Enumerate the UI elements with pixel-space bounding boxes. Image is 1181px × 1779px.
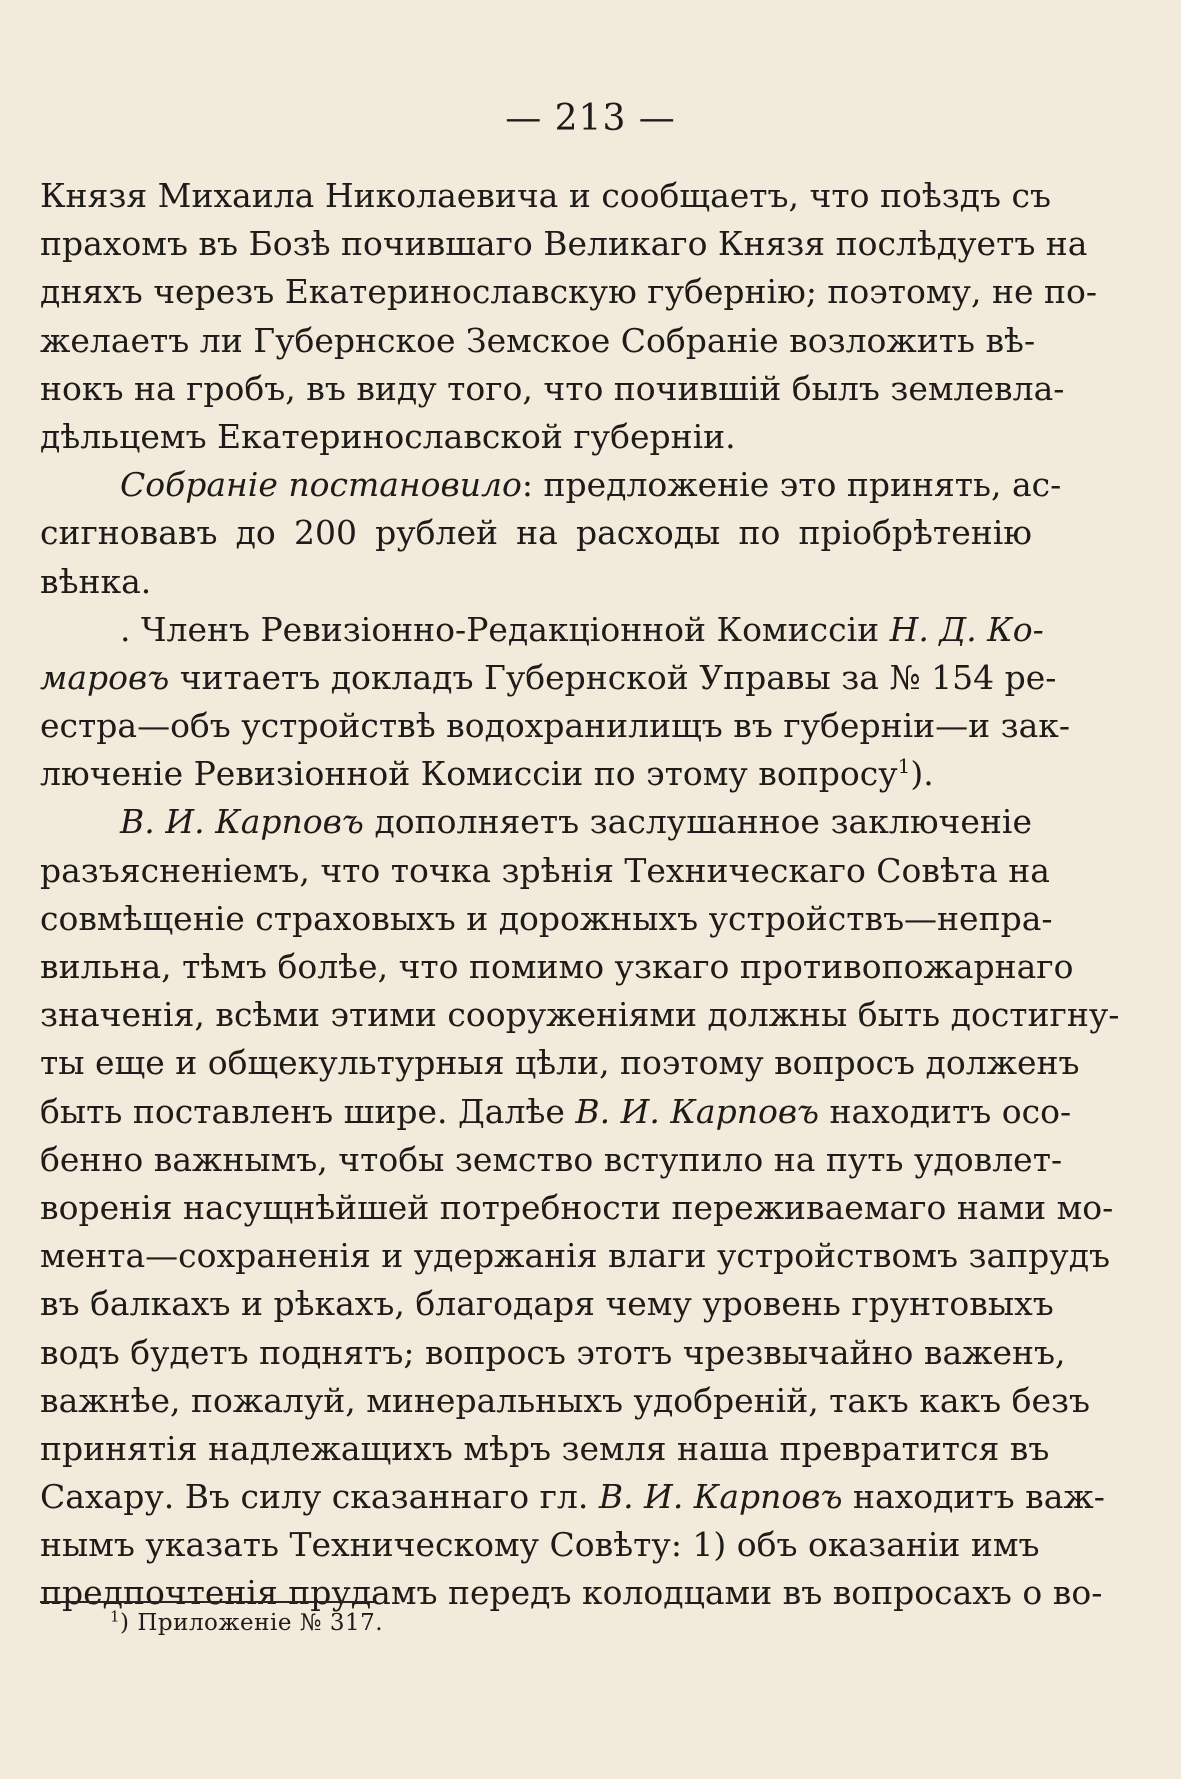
text-line-content <box>120 606 1044 654</box>
text-line-content <box>40 895 1053 943</box>
italic-name: Н. Д. Ко- <box>889 609 1044 649</box>
text-segment: нымъ указать Техническому Совѣту: 1) объ оказаніи имъ <box>40 1525 1040 1565</box>
text-segment: прахомъ въ Бозѣ почившаго Великаго Князя послѣдуетъ на <box>40 224 1088 264</box>
text-line-content <box>40 1232 1111 1280</box>
text-line <box>40 895 1053 943</box>
body-text <box>40 172 1120 1618</box>
text-line-content <box>40 991 1120 1039</box>
text-line <box>40 1425 1050 1473</box>
footnote-text: ) Приложеніе № 317. <box>120 1610 384 1636</box>
text-segment: разъясненіемъ, что точка зрѣнія Техническаго Совѣта на <box>40 850 1050 890</box>
italic-name: В. И. Карповъ <box>598 1477 843 1517</box>
text-segment: люченіе Ревизіонной Комиссіи по этому вопросу <box>40 754 898 794</box>
text-line-content <box>40 1377 1091 1425</box>
italic-name: В. И. Карповъ <box>120 802 364 842</box>
text-line-content <box>120 798 1032 846</box>
text-line <box>40 317 1036 365</box>
text-line <box>40 1377 1091 1425</box>
text-segment: воренія насущнѣйшей потребности переживаемаго нами мо- <box>40 1187 1114 1227</box>
text-line <box>40 413 1032 461</box>
footnote-divider <box>40 1601 375 1603</box>
text-line-content <box>40 413 1032 461</box>
text-line-content <box>40 172 1051 220</box>
text-line-content <box>40 750 1032 798</box>
text-line-content <box>40 943 1074 991</box>
footnote-ref: 1 <box>897 754 911 779</box>
text-line-content <box>40 847 1050 895</box>
text-line-content <box>40 220 1088 268</box>
text-line <box>40 750 1032 798</box>
text-segment: принятія надлежащихъ мѣръ земля наша превратится въ <box>40 1428 1050 1468</box>
text-line <box>40 654 1057 702</box>
text-segment: дополняетъ заслушанное заключеніе <box>363 802 1032 842</box>
text-segment: вильна, тѣмъ болѣе, что помимо узкаго противопожарнаго <box>40 947 1074 986</box>
text-segment: дняхъ черезъ Екатеринославскую губернію; поэтому, не по- <box>40 272 1097 312</box>
text-line <box>40 220 1088 268</box>
text-line-content <box>40 1184 1114 1232</box>
text-line <box>40 847 1050 895</box>
text-segment: водъ будетъ поднятъ; вопросъ этотъ чрезвычайно важенъ, <box>40 1332 1066 1372</box>
text-line-content <box>120 461 1062 509</box>
text-line <box>40 1232 1111 1280</box>
italic-name: маровъ <box>40 657 170 697</box>
text-segment: дѣльцемъ Екатеринославской губерніи. <box>40 416 736 456</box>
text-line <box>40 509 1032 557</box>
text-line-content <box>40 1473 1105 1521</box>
text-line <box>40 1088 1072 1136</box>
text-line-content <box>40 1425 1050 1473</box>
text-segment: вѣнка. <box>40 561 152 601</box>
text-segment: : предложеніе это принять, ас- <box>521 465 1062 505</box>
text-line <box>40 268 1097 316</box>
text-line <box>40 798 1032 846</box>
text-line-content <box>40 1280 1054 1328</box>
text-segment: находитъ важ- <box>842 1477 1105 1517</box>
text-line-content <box>40 1329 1066 1377</box>
text-line <box>40 1473 1105 1521</box>
text-line <box>40 1329 1066 1377</box>
text-line <box>40 461 1062 509</box>
text-segment: естра—объ устройствѣ водохранилищъ въ губерніи—и зак- <box>40 706 1071 746</box>
text-line <box>40 1136 1063 1184</box>
text-segment: предпочтенія прудамъ передъ колодцами въ вопросахъ о во- <box>40 1573 1103 1613</box>
text-segment: значенія, всѣми этими сооруженіями должны быть достигну- <box>40 995 1120 1035</box>
text-segment: бенно важнымъ, чтобы земство вступило на путь удовлет- <box>40 1139 1063 1179</box>
text-segment: сигновавъ до 200 рублей на расходы по пріобрѣтенію <box>40 513 1032 553</box>
footnote-marker: 1 <box>110 1607 121 1626</box>
text-segment: ). <box>910 754 934 794</box>
text-segment: ты еще и общекультурныя цѣли, поэтому вопросъ долженъ <box>40 1043 1080 1083</box>
text-line-content <box>40 1088 1072 1136</box>
text-line <box>40 1280 1054 1328</box>
text-line-content <box>40 702 1071 750</box>
text-line-content <box>40 1521 1040 1569</box>
text-line <box>40 558 1032 606</box>
text-line-content <box>40 1039 1080 1087</box>
text-segment: Князя Михаила Николаевича и сообщаетъ, что поѣздъ съ <box>40 176 1051 215</box>
text-segment: совмѣщеніе страховыхъ и дорожныхъ устройствъ—непра- <box>40 898 1053 938</box>
text-line <box>40 1184 1114 1232</box>
text-segment: Сахару. Въ силу сказаннаго гл. <box>40 1477 599 1517</box>
italic-name: В. И. Карповъ <box>575 1091 820 1131</box>
text-segment: мента—сохраненія и удержанія влаги устройствомъ запрудъ <box>40 1236 1111 1276</box>
text-segment: важнѣе, пожалуй, минеральныхъ удобреній, такъ какъ безъ <box>40 1380 1091 1420</box>
text-line-content <box>40 654 1057 702</box>
text-line-content <box>40 509 1032 557</box>
text-line <box>40 606 1044 654</box>
text-line-content <box>40 268 1097 316</box>
text-segment: нокъ на гробъ, въ виду того, что почившій былъ землевла- <box>40 368 1065 408</box>
text-line <box>40 702 1071 750</box>
footnote <box>110 1607 384 1636</box>
text-segment: находитъ осо- <box>819 1091 1072 1131</box>
text-line <box>40 943 1074 991</box>
page-number: — 213 — <box>505 98 676 139</box>
text-line <box>40 172 1051 220</box>
italic-name: Собраніе постановило <box>120 465 522 505</box>
text-segment: быть поставленъ шире. Далѣе <box>40 1091 576 1131</box>
text-segment: читаетъ докладъ Губернской Управы за № 154 ре- <box>169 657 1057 697</box>
text-line <box>40 991 1120 1039</box>
text-line-content <box>40 365 1065 413</box>
text-segment: въ балкахъ и рѣкахъ, благодаря чему уровень грунтовыхъ <box>40 1284 1054 1324</box>
text-line-content <box>40 558 1032 606</box>
text-line <box>40 365 1065 413</box>
text-segment: . Членъ Ревизіонно-Редакціонной Комиссіи <box>120 609 890 649</box>
text-line <box>40 1039 1080 1087</box>
text-line-content <box>40 317 1036 365</box>
text-line-content <box>40 1136 1063 1184</box>
text-segment: желаетъ ли Губернское Земское Собраніе возложить вѣ- <box>40 320 1036 360</box>
text-line <box>40 1521 1040 1569</box>
